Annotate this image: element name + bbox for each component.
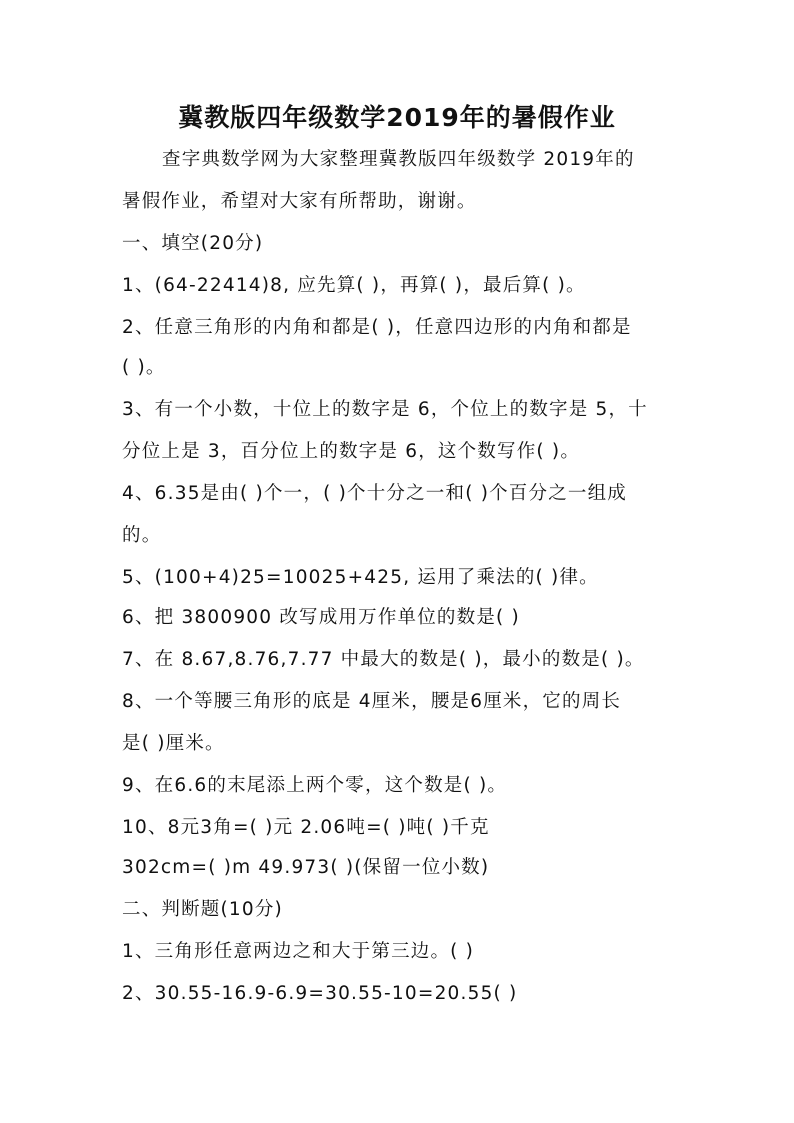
section-heading: 二、判断题(10分): [122, 899, 283, 920]
question-line: ( )。: [122, 357, 166, 378]
question-line: 9、在6.6的末尾添上两个零，这个数是( )。: [122, 775, 508, 796]
question-line: 1、(64-22414)8, 应先算( )，再算( )，最后算( )。: [122, 275, 586, 296]
question-line: 5、(100+4)25=10025+425, 运用了乘法的( )律。: [122, 567, 599, 588]
question-line: 3、有一个小数，十位上的数字是 6，个位上的数字是 5，十: [122, 399, 648, 420]
question-line: 分位上是 3，百分位上的数字是 6，这个数写作( )。: [122, 441, 581, 462]
question-line: 1、三角形任意两边之和大于第三边。( ): [122, 941, 475, 962]
section-heading: 一、填空(20分): [122, 233, 264, 254]
question-line: 4、6.35是由( )个一，( )个十分之一和( )个百分之一组成: [122, 483, 628, 504]
question-line: 8、一个等腰三角形的底是 4厘米，腰是6厘米，它的周长: [122, 691, 622, 712]
question-line: 2、30.55-16.9-6.9=30.55-10=20.55( ): [122, 983, 518, 1004]
question-line: 10、8元3角=( )元 2.06吨=( )吨( )千克: [122, 817, 490, 838]
question-line: 2、任意三角形的内角和都是( )，任意四边形的内角和都是: [122, 317, 632, 338]
question-line: 302cm=( )m 49.973( )(保留一位小数): [122, 857, 490, 878]
document-title: 冀教版四年级数学2019年的暑假作业: [178, 103, 616, 132]
question-line: 是( )厘米。: [122, 733, 225, 754]
intro-line: 查字典数学网为大家整理冀教版四年级数学 2019年的: [162, 149, 635, 170]
question-line: 6、把 3800900 改写成用万作单位的数是( ): [122, 607, 520, 628]
question-line: 7、在 8.67,8.76,7.77 中最大的数是( )，最小的数是( )。: [122, 649, 645, 670]
intro-line: 暑假作业，希望对大家有所帮助，谢谢。: [122, 191, 477, 212]
question-line: 的。: [122, 525, 162, 546]
